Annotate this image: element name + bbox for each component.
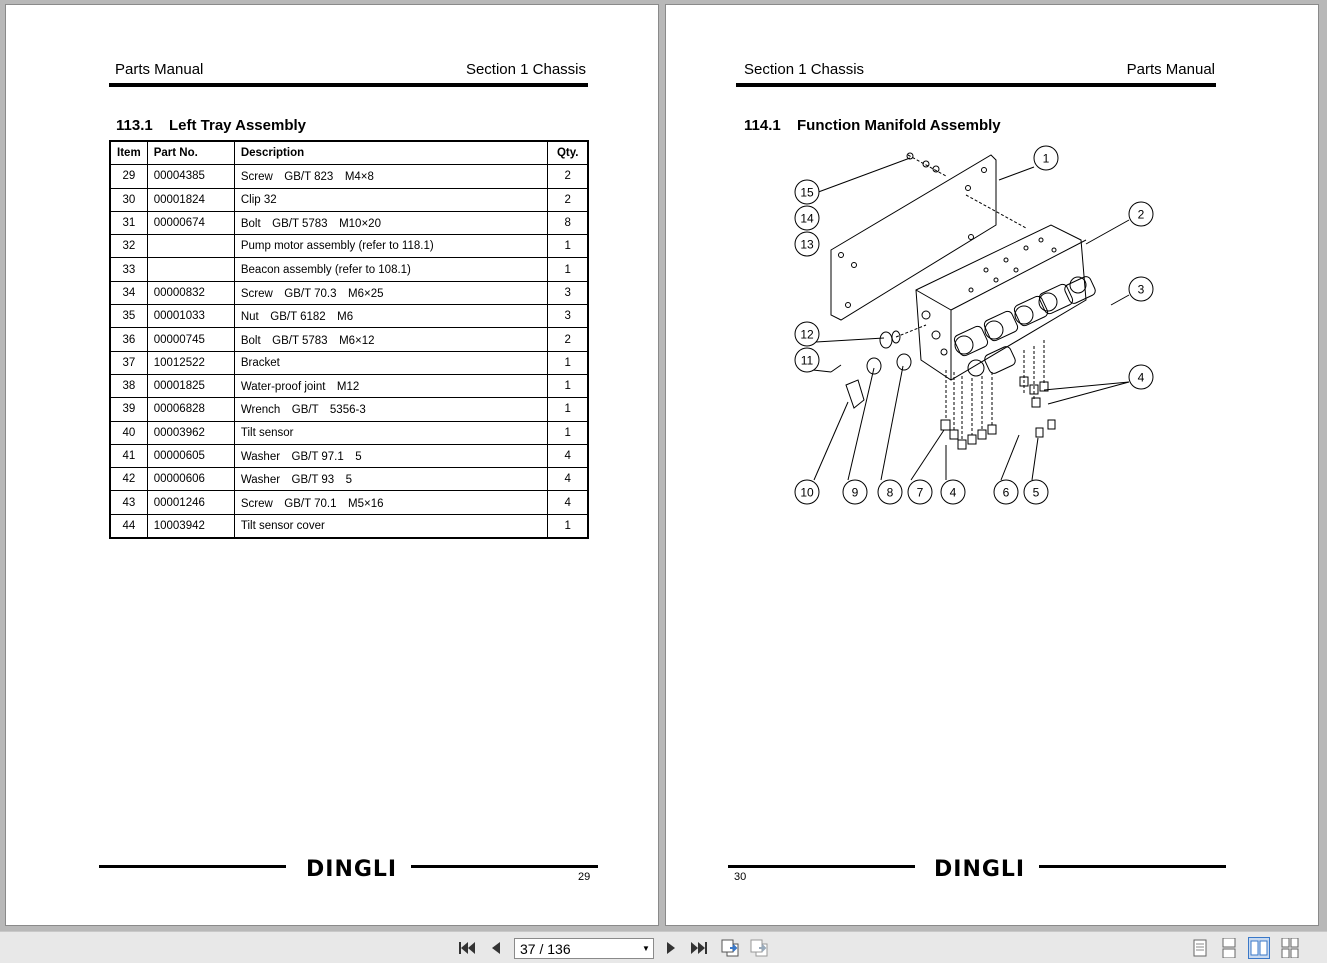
qty-cell: 1 — [548, 514, 588, 538]
dropdown-arrow-icon: ▼ — [642, 944, 650, 953]
part-no-cell: 00006828 — [147, 398, 234, 421]
viewer-toolbar — [0, 931, 1327, 963]
description-cell: Tilt sensor cover — [234, 514, 548, 538]
callout-label: 15 — [800, 185, 814, 200]
callout-2 — [1129, 202, 1153, 226]
table-row — [110, 328, 588, 351]
callout-1 — [1034, 146, 1058, 170]
callout-15 — [795, 180, 819, 204]
header-right-text: Parts Manual — [1126, 61, 1215, 78]
callout-10 — [795, 480, 819, 504]
qty-cell: 1 — [548, 374, 588, 397]
description-cell: Screw GB/T 70.1 M5×16 — [234, 491, 548, 514]
section-number: 113.1 — [116, 117, 153, 134]
part-no-cell — [147, 235, 234, 258]
table-row — [110, 374, 588, 397]
table-row — [110, 468, 588, 491]
part-no-cell: 00004385 — [147, 165, 234, 188]
part-no-cell: 00001033 — [147, 305, 234, 328]
callout-13 — [795, 232, 819, 256]
parts-table — [109, 140, 589, 539]
item-cell: 38 — [110, 374, 147, 397]
two-page-icon[interactable] — [1248, 937, 1270, 959]
item-cell: 30 — [110, 188, 147, 211]
right-page — [665, 4, 1319, 926]
item-cell: 31 — [110, 211, 147, 234]
table-row — [110, 351, 588, 374]
qty-cell: 4 — [548, 468, 588, 491]
footer-rule-right — [411, 865, 598, 868]
item-cell: 37 — [110, 351, 147, 374]
table-row — [110, 514, 588, 538]
qty-cell: 3 — [548, 281, 588, 304]
description-cell: Screw GB/T 70.3 M6×25 — [234, 281, 548, 304]
qty-cell: 1 — [548, 235, 588, 258]
description-cell: Wrench GB/T 5356-3 — [234, 398, 548, 421]
qty-cell: 1 — [548, 398, 588, 421]
part-no-cell: 00000606 — [147, 468, 234, 491]
qty-cell: 4 — [548, 444, 588, 467]
qty-cell: 1 — [548, 258, 588, 281]
description-cell: Pump motor assembly (refer to 118.1) — [234, 235, 548, 258]
page-indicator: 37 / 136 — [520, 940, 571, 957]
part-no-cell: 10003942 — [147, 514, 234, 538]
callout-label: 14 — [800, 211, 814, 226]
footer-rule-right — [1039, 865, 1226, 868]
qty-cell: 1 — [548, 421, 588, 444]
callout-label: 4 — [1137, 370, 1145, 385]
part-no-cell: 10012522 — [147, 351, 234, 374]
callout-3 — [1129, 277, 1153, 301]
page-number: 30 — [734, 871, 747, 883]
item-cell: 34 — [110, 281, 147, 304]
callout-label: 13 — [800, 237, 814, 252]
callout-label: 10 — [800, 485, 814, 500]
go-forward-icon[interactable] — [748, 937, 770, 959]
header-left-text: Parts Manual — [115, 61, 204, 78]
continuous-icon[interactable] — [1218, 937, 1240, 959]
callout-5 — [1024, 480, 1048, 504]
table-row — [110, 211, 588, 234]
callout-6 — [994, 480, 1018, 504]
header-right-text: Section 1 Chassis — [465, 61, 586, 78]
part-no-cell: 00000605 — [147, 444, 234, 467]
footer-rule-left — [728, 865, 915, 868]
item-cell: 44 — [110, 514, 147, 538]
section-title: Left Tray Assembly — [169, 117, 306, 134]
part-no-cell: 00001246 — [147, 491, 234, 514]
description-cell: Clip 32 — [234, 188, 548, 211]
table-row — [110, 258, 588, 281]
header-rule — [736, 83, 1216, 87]
column-header: Item — [110, 141, 147, 165]
callout-label: 11 — [800, 353, 814, 368]
item-cell: 33 — [110, 258, 147, 281]
footer-rule-left — [99, 865, 286, 868]
go-back-icon[interactable] — [719, 937, 741, 959]
callout-label: 4 — [949, 485, 957, 500]
description-cell: Beacon assembly (refer to 108.1) — [234, 258, 548, 281]
column-header: Part No. — [147, 141, 234, 165]
page-number-dropdown[interactable] — [514, 938, 654, 959]
callout-label: 1 — [1042, 151, 1050, 166]
part-no-cell: 00000832 — [147, 281, 234, 304]
dingli-logo: DINGLI — [306, 857, 398, 882]
item-cell: 42 — [110, 468, 147, 491]
table-row — [110, 165, 588, 188]
callout-14 — [795, 206, 819, 230]
callout-11 — [795, 348, 819, 372]
section-heading — [116, 117, 306, 134]
qty-cell: 3 — [548, 305, 588, 328]
table-row — [110, 235, 588, 258]
description-cell: Washer GB/T 93 5 — [234, 468, 548, 491]
single-page-icon[interactable] — [1189, 937, 1211, 959]
item-cell: 39 — [110, 398, 147, 421]
dingli-logo: DINGLI — [934, 857, 1026, 882]
table-row — [110, 281, 588, 304]
part-no-cell: 00000674 — [147, 211, 234, 234]
description-cell: Tilt sensor — [234, 421, 548, 444]
part-no-cell: 00001824 — [147, 188, 234, 211]
qty-cell: 2 — [548, 328, 588, 351]
table-header-row — [110, 141, 588, 165]
qty-cell: 8 — [548, 211, 588, 234]
callout-label: 6 — [1002, 485, 1010, 500]
next-page-icon[interactable] — [660, 937, 682, 959]
description-cell: Screw GB/T 823 M4×8 — [234, 165, 548, 188]
header-rule — [109, 83, 588, 87]
table-row — [110, 444, 588, 467]
column-header: Description — [234, 141, 548, 165]
table-row — [110, 305, 588, 328]
item-cell: 41 — [110, 444, 147, 467]
section-number: 114.1 — [744, 117, 781, 134]
callout-label: 7 — [916, 485, 924, 500]
description-cell: Bolt GB/T 5783 M10×20 — [234, 211, 548, 234]
callout-label: 8 — [886, 485, 894, 500]
part-no-cell — [147, 258, 234, 281]
page-number: 29 — [578, 871, 591, 883]
description-cell: Bracket — [234, 351, 548, 374]
first-page-icon[interactable] — [456, 937, 478, 959]
callout-7 — [908, 480, 932, 504]
left-page — [5, 4, 659, 926]
callout-label: 2 — [1137, 207, 1145, 222]
section-title: Function Manifold Assembly — [797, 117, 1001, 134]
item-cell: 29 — [110, 165, 147, 188]
part-no-cell: 00003962 — [147, 421, 234, 444]
manifold-exploded-diagram — [786, 140, 1166, 510]
part-no-cell: 00001825 — [147, 374, 234, 397]
table-row — [110, 188, 588, 211]
callout-label: 9 — [851, 485, 859, 500]
item-cell: 35 — [110, 305, 147, 328]
qty-cell: 2 — [548, 165, 588, 188]
prev-page-icon[interactable] — [485, 937, 507, 959]
item-cell: 43 — [110, 491, 147, 514]
callout-12 — [795, 322, 819, 346]
table-row — [110, 491, 588, 514]
column-header: Qty. — [548, 141, 588, 165]
section-heading — [744, 117, 1001, 134]
item-cell: 36 — [110, 328, 147, 351]
callout-label: 3 — [1137, 282, 1145, 297]
callout-4 — [941, 480, 965, 504]
qty-cell: 2 — [548, 188, 588, 211]
two-page-continuous-icon[interactable] — [1279, 937, 1301, 959]
qty-cell: 4 — [548, 491, 588, 514]
description-cell: Nut GB/T 6182 M6 — [234, 305, 548, 328]
item-cell: 40 — [110, 421, 147, 444]
table-row — [110, 421, 588, 444]
callout-9 — [843, 480, 867, 504]
description-cell: Water-proof joint M12 — [234, 374, 548, 397]
part-no-cell: 00000745 — [147, 328, 234, 351]
header-left-text: Section 1 Chassis — [744, 61, 865, 78]
qty-cell: 1 — [548, 351, 588, 374]
description-cell: Washer GB/T 97.1 5 — [234, 444, 548, 467]
description-cell: Bolt GB/T 5783 M6×12 — [234, 328, 548, 351]
item-cell: 32 — [110, 235, 147, 258]
callout-8 — [878, 480, 902, 504]
callout-label: 5 — [1032, 485, 1040, 500]
callout-label: 12 — [800, 327, 814, 342]
table-row — [110, 398, 588, 421]
last-page-icon[interactable] — [688, 937, 710, 959]
callout-4 — [1129, 365, 1153, 389]
